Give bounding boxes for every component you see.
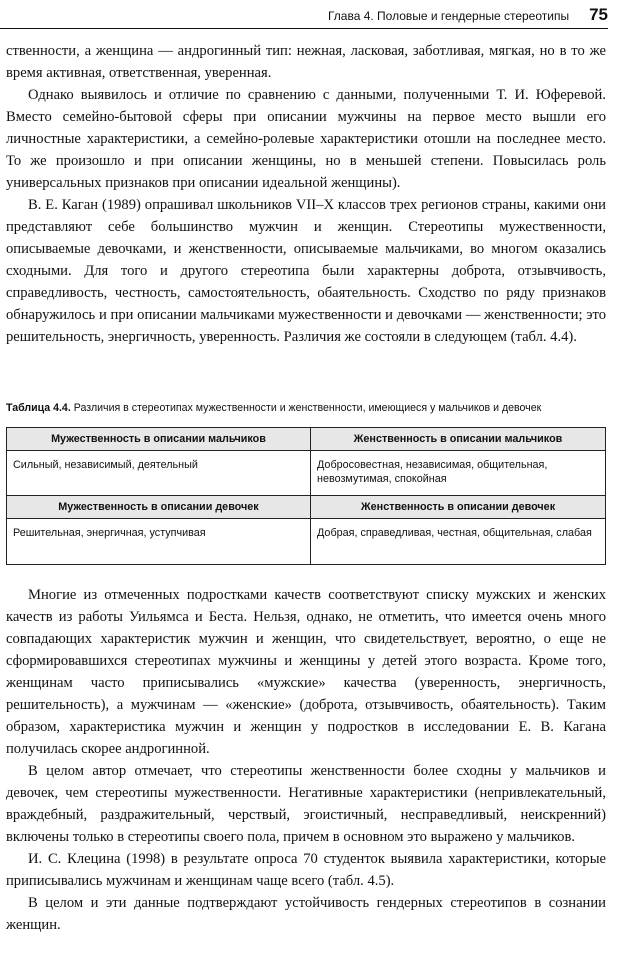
table-header-row <box>7 496 605 519</box>
paragraph: И. С. Клецина (1998) в результате опроса 70 студенток выявила характеристики, которые приписывались мужчинам и женщинам чаще всего (табл. 4.5). <box>6 851 606 889</box>
paragraph: Многие из отмеченных подростками качеств соответствуют списку мужских и женских качеств из работы Уильямса и Беста. Нельзя, однако, не отметить, что имеется очень много совпадающих характеристик мужчин и женщин, что свидетельствует, вероятно, о еще не сформировавшихся стереотипах мужчины и женщины у детей этого возраста. Кроме того, женщинам часто приписывались «мужские» качества (уверенность, энергичность, решительность), а мужчинам — «женские» (доброта, отзывчивость, обаятельность). Таким образом, характеристика мужчин и женщин у подростков в исследовании Е. В. Кагана получилась скорее андрогинной. <box>6 587 606 757</box>
table-header-cell: Женственность в описании мальчиков <box>353 433 563 445</box>
table-cell: Добрая, справедливая, честная, общительная, слабая <box>317 527 592 539</box>
table-header-row <box>7 428 605 451</box>
body-text-bottom <box>6 584 606 936</box>
table-row <box>7 519 605 565</box>
table-header-cell: Мужественность в описании мальчиков <box>7 428 311 450</box>
table-caption-number: Таблица 4.4. <box>6 402 71 414</box>
table-row <box>7 451 605 496</box>
body-text-top <box>6 40 606 348</box>
paragraph: В целом и эти данные подтверждают устойчивость гендерных стереотипов в сознании женщин. <box>6 895 606 933</box>
paragraph: В. Е. Каган (1989) опрашивал школьников VII–X классов трех регионов страны, какими они представляют себе большинство мужчин и женщин. Стереотипы мужественности, описываемые девочками, и женственности, описываемые мальчиками, во многом оказались сходными. Для того и другого стереотипа были характерны доброта, отзывчивость, справедливость, честность, самостоятельность, обаятельность. Сходство по ряду признаков обнаружилось и при описании мальчиками мужественности и девочками — женственности; это решительность, энергичность, уверенность. Различия же состояли в следующем (табл. 4.4). <box>6 197 606 345</box>
paragraph: ственности, а женщина — андрогинный тип: нежная, ласковая, заботливая, мягкая, но в то же время активная, ответственная, уверенная. <box>6 43 606 81</box>
table-header-cell: Мужественность в описании девочек <box>7 496 311 518</box>
table-cell: Сильный, независимый, деятельный <box>7 451 311 495</box>
running-header <box>0 2 608 29</box>
page-number: 75 <box>589 5 608 24</box>
table-cell: Решительная, энергичная, уступчивая <box>7 519 311 565</box>
table-cell: Добросовестная, независимая, общительная, невозмутимая, спокойная <box>317 459 548 485</box>
chapter-title: Глава 4. Половые и гендерные стереотипы <box>327 9 570 23</box>
table-caption-text: Различия в стереотипах мужественности и женственности, имеющиеся у мальчиков и девочек <box>73 402 542 414</box>
table-header-cell: Женственность в описании девочек <box>360 501 556 513</box>
table-4-4 <box>6 427 606 565</box>
paragraph: В целом автор отмечает, что стереотипы женственности более сходны у мальчиков и девочек, чем стереотипы мужественности. Негативные характеристики (непривлекательный, враждебный, раздражительный, черствый, эгоистичный, несправедливый, неискренний) включены только в стереотипы своего пола, причем в основном это выражено у мальчиков. <box>6 763 606 845</box>
table-caption <box>6 401 610 415</box>
paragraph: Однако выявилось и отличие по сравнению с данными, полученными Т. И. Юферевой. Вместо семейно-бытовой сферы при описании мужчины на первое место вышли его личностные характеристики, а семейно-ролевые характеристики отошли на последнее место. То же произошло и при описании женщины, но в меньшей степени. Повысилась роль универсальных признаков при описании идеальной женщины). <box>6 87 606 191</box>
